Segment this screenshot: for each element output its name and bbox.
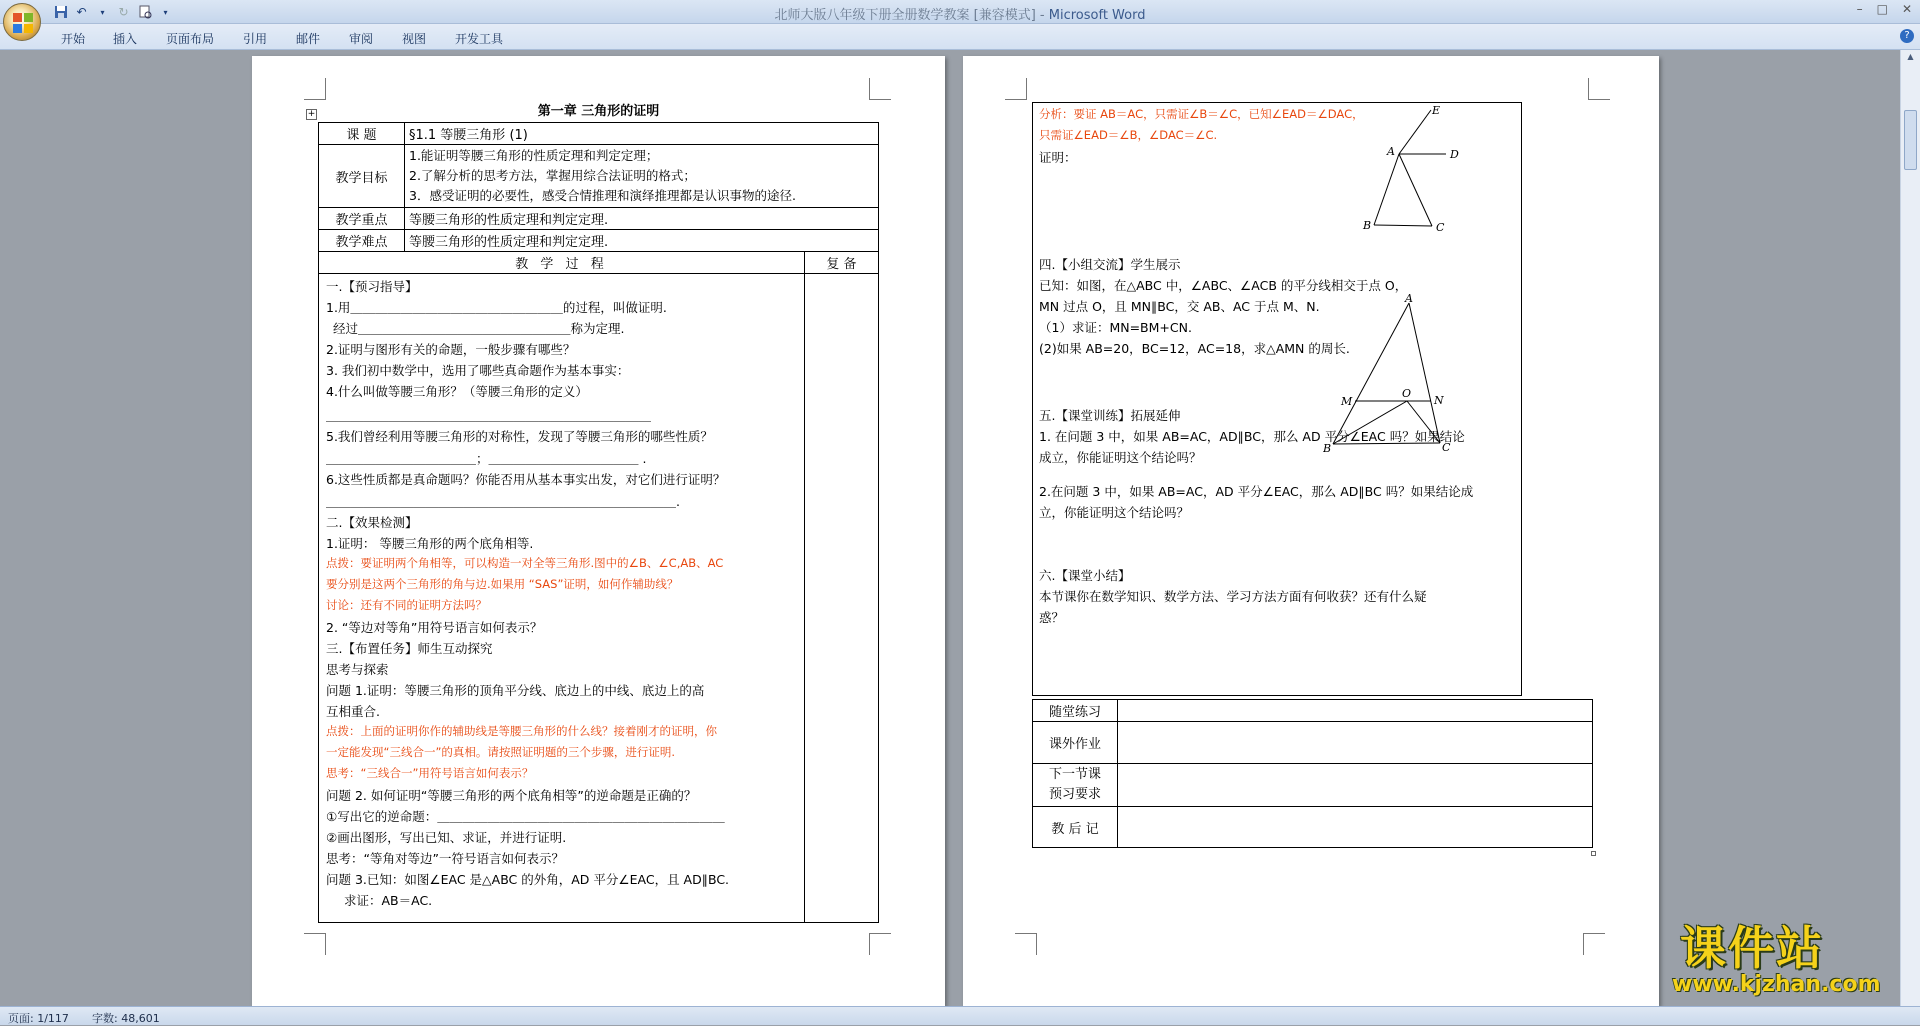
office-button[interactable] (3, 3, 41, 41)
hint-line: 讨论：还有不同的证明方法吗？ (326, 598, 487, 612)
table-resize-handle[interactable] (1591, 851, 1596, 856)
app-name: Microsoft Word (1048, 8, 1146, 23)
tab-developer[interactable]: 开发工具 (455, 32, 504, 46)
chapter-title: 第一章 三角形的证明 (537, 104, 660, 119)
triangle-figure-1 (1358, 102, 1508, 232)
point-label: O (1402, 387, 1412, 400)
practice-label: 随堂练习 (1033, 700, 1118, 722)
text-line: 5.我们曾经利用等腰三角形的对称性，发现了等腰三角形的哪些性质？ (326, 429, 713, 444)
tab-view[interactable]: 视图 (402, 32, 427, 46)
customize-toolbar-icon[interactable]: ▾ (163, 7, 168, 17)
text-line: MN 过点 O，且 MN∥BC，交 AB、AC 于点 M、N. (1039, 299, 1320, 314)
text-line: 6.这些性质都是真命题吗？你能否用从基本事实出发，对它们进行证明？ (326, 472, 726, 487)
problem-line: 问题 3.已知：如图∠EAC 是△ABC 的外角，AD 平分∠EAC，且 AD∥BC. (326, 872, 730, 887)
text-line: 4.什么叫做等腰三角形？（等腰三角形的定义） (326, 384, 588, 399)
analysis-line: 只需证∠EAD＝∠B，∠DAC＝∠C. (1039, 128, 1218, 142)
maximize-button[interactable]: □ (1876, 2, 1888, 16)
key-label: 教学重点 (319, 208, 405, 230)
point-label: A (1405, 293, 1413, 305)
point-label: B (1363, 219, 1372, 232)
office-logo-icon (13, 13, 33, 33)
process-header: 教 学 过 程 (319, 252, 805, 274)
text-line: 2. “等边对等角”用符号语言如何表示？ (326, 620, 543, 635)
undo-icon[interactable]: ↶ (76, 5, 87, 19)
document-page-2 (963, 56, 1659, 1006)
blank-line: ＿＿＿＿＿＿＿＿＿＿＿＿；＿＿＿＿＿＿＿＿＿＿＿＿ . (326, 451, 647, 466)
text-line: （1）求证：MN=BM+CN. (1039, 320, 1192, 335)
word-count[interactable]: 字数: 48,601 (92, 1012, 160, 1025)
text-line: 2.在问题 3 中，如果 AB=AC，AD 平分∠EAC，那么 AD∥BC 吗？如果结论成 (1039, 484, 1474, 499)
point-label: C (1436, 221, 1445, 232)
topic-label: 课 题 (319, 123, 405, 145)
text-line: 立，你能证明这个结论吗？ (1039, 505, 1190, 520)
crop-mark (304, 78, 326, 100)
preview-label: 预习要求 (1048, 787, 1101, 802)
text-line: ②画出图形，写出已知、求证，并进行证明. (326, 830, 567, 845)
scroll-up-icon[interactable]: ▲ (1907, 52, 1914, 61)
goal-item: 2.了解分析的思考方法，掌握用综合法证明的格式； (409, 168, 696, 183)
tab-review[interactable]: 审阅 (349, 32, 374, 46)
crop-mark (1005, 78, 1027, 100)
title-bar (0, 0, 1920, 24)
help-icon[interactable]: ? (1900, 29, 1914, 43)
hint-line: 点拨：上面的证明你作的辅助线是等腰三角形的什么线？接着刚才的证明，你 (326, 724, 717, 738)
text-line: (2)如果 AB=20，BC=12，AC=18，求△AMN 的周长. (1039, 341, 1350, 356)
hint-line: 一定能发现“三线合一”的真相。请按照证明题的三个步骤，进行证明. (326, 745, 676, 759)
reflection-label: 教 后 记 (1033, 807, 1118, 848)
hint-line: 点拨：要证明两个角相等，可以构造一对全等三角形.图中的∠B、∠C,AB、AC (326, 556, 724, 570)
crop-mark (1583, 933, 1605, 955)
point-label: E (1432, 104, 1441, 117)
text-line: ①写出它的逆命题：＿＿＿＿＿＿＿＿＿＿＿＿＿＿＿＿＿＿＿＿＿＿＿ (326, 809, 725, 824)
text-line: 互相重合. (326, 704, 380, 719)
homework-table (1032, 699, 1593, 848)
crop-mark (869, 933, 891, 955)
next-lesson-value (1118, 764, 1593, 807)
hint-line: 要分别是这两个三角形的角与边.如果用 “SAS”证明，如何作辅助线？ (326, 577, 679, 591)
crop-mark (1588, 78, 1610, 100)
crop-mark (869, 78, 891, 100)
problem-line: 问题 2. 如何证明“等腰三角形的两个底角相等”的逆命题是正确的？ (326, 788, 697, 803)
tab-mailings[interactable]: 邮件 (296, 32, 321, 46)
text-line: 3. 我们初中数学中，选用了哪些真命题作为基本事实： (326, 363, 630, 378)
redo-icon[interactable]: ↻ (118, 5, 129, 19)
key-value: 等腰三角形的性质定理和判定定理. (405, 208, 879, 230)
tab-home[interactable]: 开始 (61, 32, 86, 46)
text-line: 1.用＿＿＿＿＿＿＿＿＿＿＿＿＿＿＿＿＿的过程，叫做证明. (326, 300, 667, 315)
ribbon-tab-bar (0, 24, 1920, 50)
section-heading: 五.【课堂训练】拓展延伸 (1039, 408, 1181, 423)
close-button[interactable]: ✕ (1901, 2, 1912, 16)
point-label: M (1341, 395, 1353, 408)
scrollbar-thumb[interactable] (1904, 110, 1917, 170)
page-count[interactable]: 页面: 1/117 (8, 1012, 69, 1025)
section-heading: 一.【预习指导】 (326, 279, 418, 294)
point-label: C (1442, 441, 1451, 453)
vertical-scrollbar[interactable] (1900, 50, 1920, 1006)
blank-line: ＿＿＿＿＿＿＿＿＿＿＿＿＿＿＿＿＿＿＿＿＿＿＿＿＿＿ (326, 408, 652, 423)
review-header: 复 备 (805, 252, 879, 274)
section-heading: 四.【小组交流】学生展示 (1039, 257, 1181, 272)
difficulty-value: 等腰三角形的性质定理和判定定理. (405, 230, 879, 252)
crop-mark (1015, 933, 1037, 955)
homework-value (1118, 722, 1593, 764)
review-column-divider (1521, 102, 1522, 696)
text-line: 1. 在问题 3 中，如果 AB=AC，AD∥BC，那么 AD 平分∠EAC 吗？如果结论 (1039, 429, 1465, 444)
difficulty-label: 教学难点 (319, 230, 405, 252)
tab-references[interactable]: 引用 (243, 32, 268, 46)
watermark-url: www.kjzhan.com (1672, 972, 1881, 997)
blank-line: ＿＿＿＿＿＿＿＿＿＿＿＿＿＿＿＿＿＿＿＿＿＿＿＿＿＿＿＿. (326, 494, 680, 509)
text-line: 求证：AB＝AC. (344, 893, 433, 908)
point-label: A (1387, 145, 1395, 158)
document-page-1 (252, 56, 945, 1006)
minimize-button[interactable]: – (1856, 2, 1863, 16)
next-lesson-label: 下一节课 (1048, 767, 1101, 782)
section-heading: 三.【布置任务】师生互动探究 (326, 641, 493, 656)
text-line: 惑？ (1039, 610, 1065, 625)
review-body (805, 274, 879, 923)
tab-page-layout[interactable]: 页面布局 (166, 32, 215, 46)
text-line: 思考：“等角对等边”一符号语言如何表示？ (326, 851, 564, 866)
text-line: 成立，你能证明这个结论吗？ (1039, 450, 1202, 465)
watermark-logo (1672, 921, 1902, 1006)
text-line: 1.证明： 等腰三角形的两个底角相等. (326, 536, 534, 551)
window-title (0, 4, 1920, 23)
text-line: 思考与探索 (326, 662, 389, 677)
text-line: 已知：如图，在△ABC 中，∠ABC、∠ACB 的平分线相交于点 O， (1039, 278, 1408, 293)
table-move-handle-icon[interactable]: + (307, 109, 316, 119)
watermark-title: 课件站 (1680, 921, 1824, 975)
problem-line: 问题 1.证明：等腰三角形的顶角平分线、底边上的中线、底边上的高 (326, 683, 705, 698)
tab-insert[interactable]: 插入 (113, 32, 138, 46)
crop-mark (304, 933, 326, 955)
dropdown-icon[interactable]: ▾ (100, 7, 105, 17)
window-controls (1857, 2, 1912, 16)
goal-label: 教学目标 (319, 145, 405, 208)
point-label: D (1450, 148, 1459, 161)
section-heading: 二.【效果检测】 (326, 515, 418, 530)
text-line: 2.证明与图形有关的命题，一般步骤有哪些？ (326, 342, 576, 357)
topic-value: §1.1 等腰三角形 (1) (405, 123, 879, 145)
analysis-line: 分析：要证 AB＝AC，只需证∠B＝∠C，已知∠EAD＝∠DAC， (1039, 107, 1364, 121)
status-bar (0, 1006, 1920, 1025)
point-label: B (1323, 442, 1332, 453)
hint-line: 思考：“三线合一”用符号语言如何表示？ (326, 766, 534, 780)
goal-item: 3．感受证明的必要性，感受合情推理和演绎推理都是认识事物的途径. (409, 188, 796, 203)
text-line: 经过＿＿＿＿＿＿＿＿＿＿＿＿＿＿＿＿＿称为定理. (333, 321, 625, 336)
text-line: 证明： (1039, 150, 1077, 165)
text-line: 本节课你在数学知识、数学方法、学习方法方面有何收获？还有什么疑 (1039, 589, 1427, 604)
homework-label: 课外作业 (1033, 722, 1118, 764)
goal-item: 1.能证明等腰三角形的性质定理和判定定理； (409, 148, 659, 163)
section-heading: 六.【课堂小结】 (1039, 568, 1131, 583)
practice-value (1118, 700, 1593, 722)
point-label: N (1434, 394, 1444, 407)
reflection-value (1118, 807, 1593, 848)
document-title: 北师大版八年级下册全册数学教案 [兼容模式] - (774, 8, 1049, 23)
